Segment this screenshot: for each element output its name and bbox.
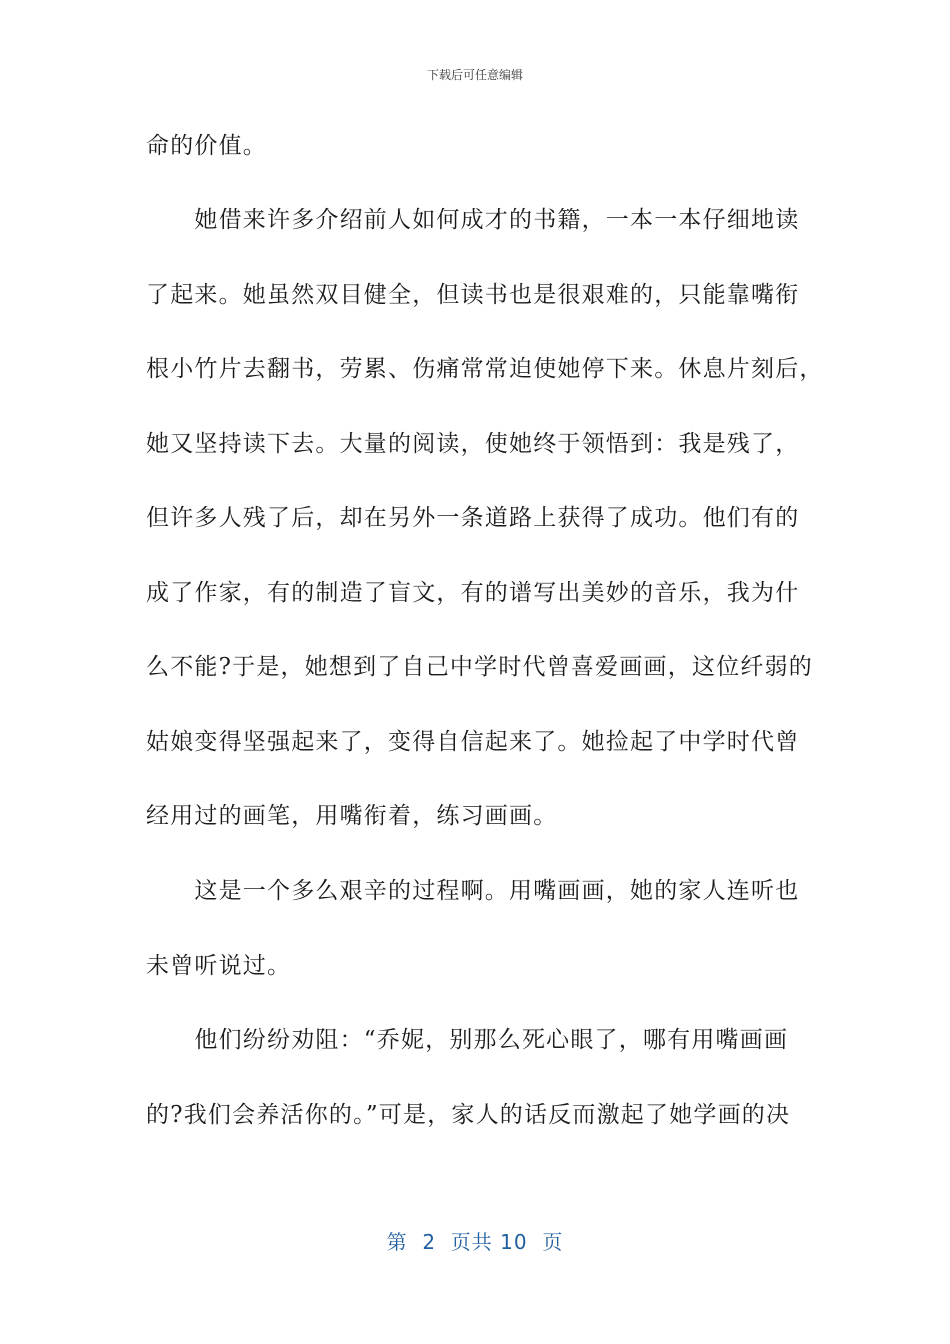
text-line: 了起来。她虽然双目健全，但读书也是很艰难的，只能靠嘴衔 — [146, 282, 800, 308]
text-line: 她借来许多介绍前人如何成才的书籍，一本一本仔细地读 — [146, 207, 800, 233]
page-number-footer: 第 2 页共 10 页 — [386, 1230, 564, 1254]
text-line: 他们纷纷劝阻：“乔妮，别那么死心眼了，哪有用嘴画画 — [146, 1027, 789, 1053]
text-line: 成了作家，有的制造了盲文，有的谱写出美妙的音乐，我为什 — [146, 580, 800, 606]
page-header: 下载后可任意编辑 — [426, 68, 523, 82]
text-line: 但许多人残了后，却在另外一条道路上获得了成功。他们有的 — [146, 505, 800, 531]
text-line: 姑娘变得坚强起来了，变得自信起来了。她捡起了中学时代曾 — [146, 729, 800, 755]
text-line: 的?我们会养活你的。”可是，家人的话反而激起了她学画的决 — [146, 1102, 791, 1128]
text-line: 她又坚持读下去。大量的阅读，使她终于领悟到：我是残了， — [146, 431, 800, 457]
text-line: 么不能?于是，她想到了自己中学时代曾喜爱画画，这位纤弱的 — [146, 654, 813, 680]
text-line: 这是一个多么艰辛的过程啊。用嘴画画，她的家人连听也 — [146, 878, 800, 904]
text-line: 未曾听说过。 — [146, 953, 292, 979]
text-line: 经用过的画笔，用嘴衔着，练习画画。 — [146, 803, 558, 829]
text-line: 根小竹片去翻书，劳累、伤痛常常迫使她停下来。休息片刻后， — [146, 356, 824, 382]
text-line: 命的价值。 — [146, 133, 267, 159]
